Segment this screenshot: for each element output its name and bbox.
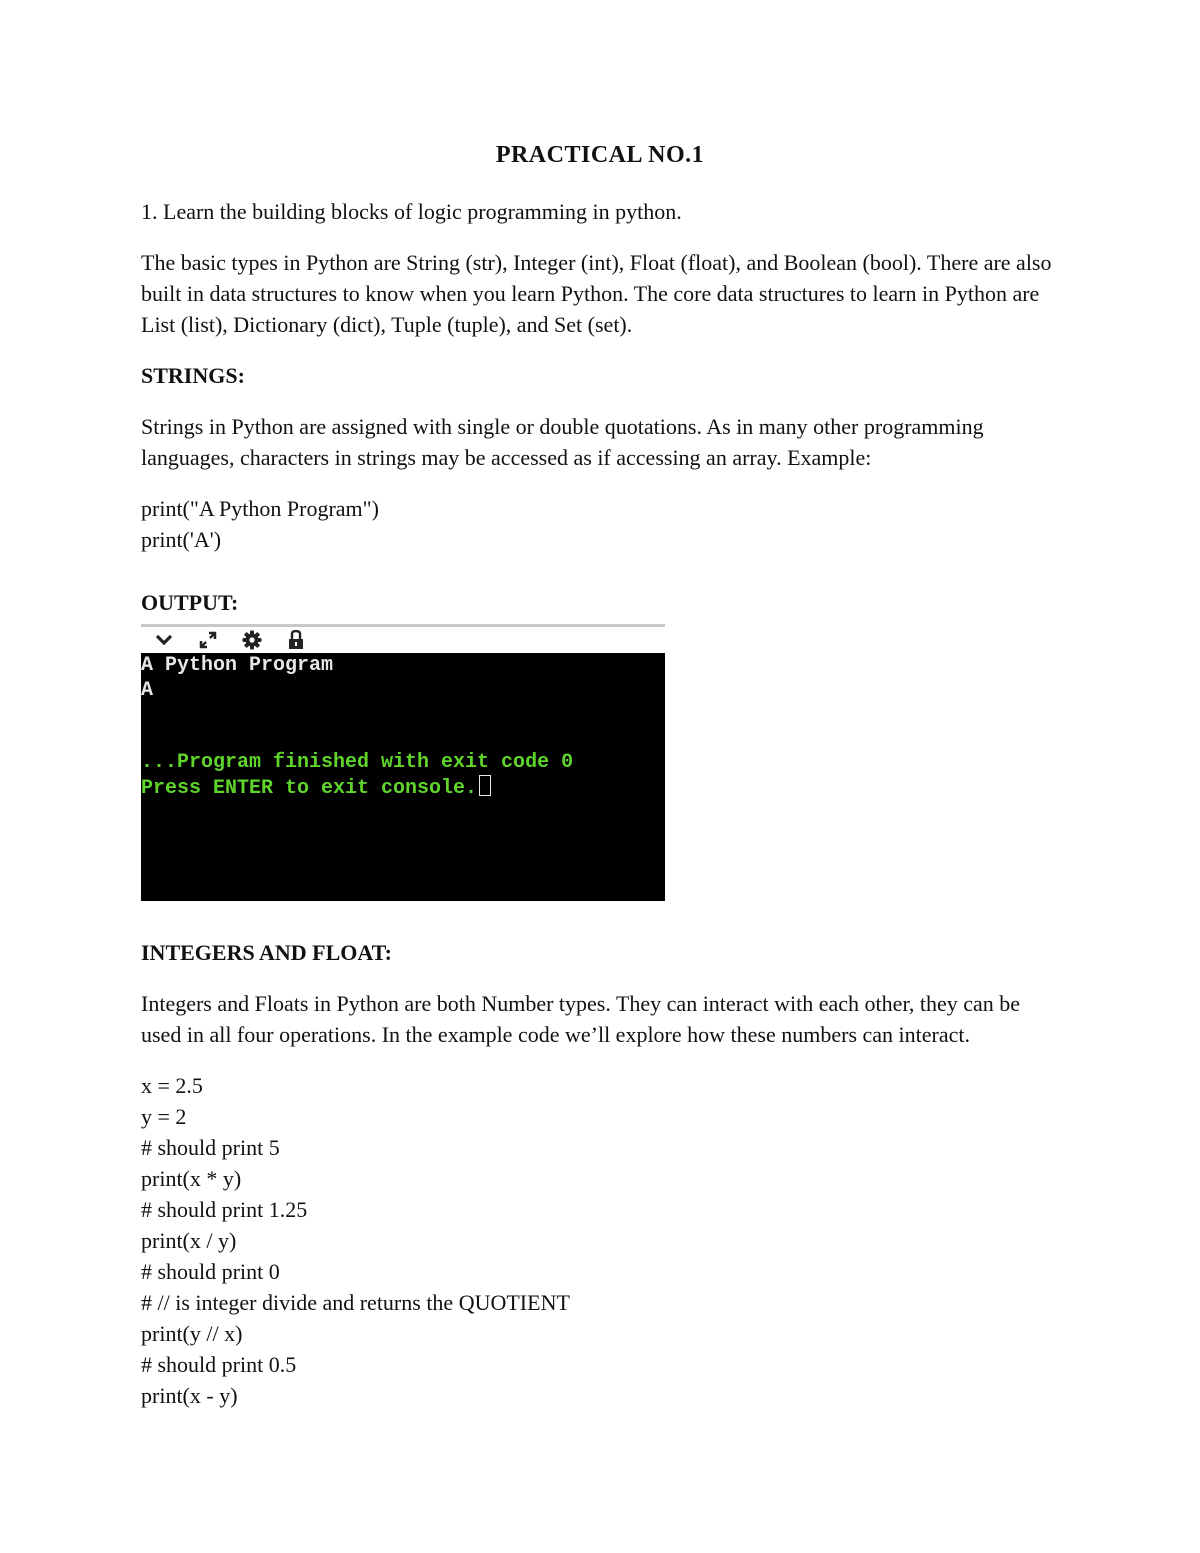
integers-code-block (141, 1070, 1061, 1411)
stop-icon[interactable] (283, 629, 309, 651)
code-line: # should print 1.25 (141, 1197, 308, 1222)
strings-paragraph: Strings in Python are assigned with single or double quotations. As in many other programming languages, characters in strings may be accessed as if accessing an array. Example: (141, 414, 984, 470)
chevron-down-icon[interactable] (151, 629, 177, 651)
console-screen[interactable] (141, 653, 665, 901)
console-output-line: A (141, 679, 154, 702)
code-line: # // is integer divide and returns the QUOTIENT (141, 1290, 570, 1315)
integers-heading: INTEGERS AND FLOAT: (141, 940, 393, 965)
console-toolbar (141, 627, 665, 653)
code-line: print(x - y) (141, 1383, 238, 1408)
gear-icon[interactable] (239, 629, 265, 651)
text-cursor (479, 775, 491, 796)
page-title: PRACTICAL NO.1 (495, 142, 705, 168)
console-output-line: A Python Program (141, 654, 334, 677)
code-line: y = 2 (141, 1104, 187, 1129)
strings-code-block (141, 493, 1061, 555)
code-line: # should print 5 (141, 1135, 280, 1160)
code-line: x = 2.5 (141, 1073, 203, 1098)
code-line: # should print 0.5 (141, 1352, 297, 1377)
intro-item: 1. Learn the building blocks of logic programming in python. (141, 199, 682, 224)
document-body (141, 196, 1061, 1431)
code-line: print(x / y) (141, 1228, 237, 1253)
console-blank (141, 703, 665, 750)
output-heading: OUTPUT: (141, 590, 239, 615)
code-line: print(y // x) (141, 1321, 243, 1346)
console-prompt-text: Press ENTER to exit console. (141, 777, 478, 800)
console-output-screenshot (141, 624, 665, 901)
intro-paragraph: The basic types in Python are String (str), Integer (int), Float (float), and Boolean (bool). There are also built in data structures to know when you learn Python. The core data structures to learn in Python are List (list), Dictionary (dict), Tuple (tuple), and Set (set). (141, 250, 1052, 337)
code-line: print("A Python Program") (141, 496, 379, 521)
strings-heading: STRINGS: (141, 363, 245, 388)
code-line: print(x * y) (141, 1166, 242, 1191)
console-prompt-line (141, 775, 665, 801)
integers-paragraph: Integers and Floats in Python are both Number types. They can interact with each other, they can be used in all four operations. In the example code we’ll explore how these numbers can interact. (141, 991, 1021, 1047)
code-line: # should print 0 (141, 1259, 280, 1284)
expand-icon[interactable] (195, 629, 221, 651)
console-finish-line: ...Program finished with exit code 0 (141, 751, 574, 774)
code-line: print('A') (141, 527, 222, 552)
